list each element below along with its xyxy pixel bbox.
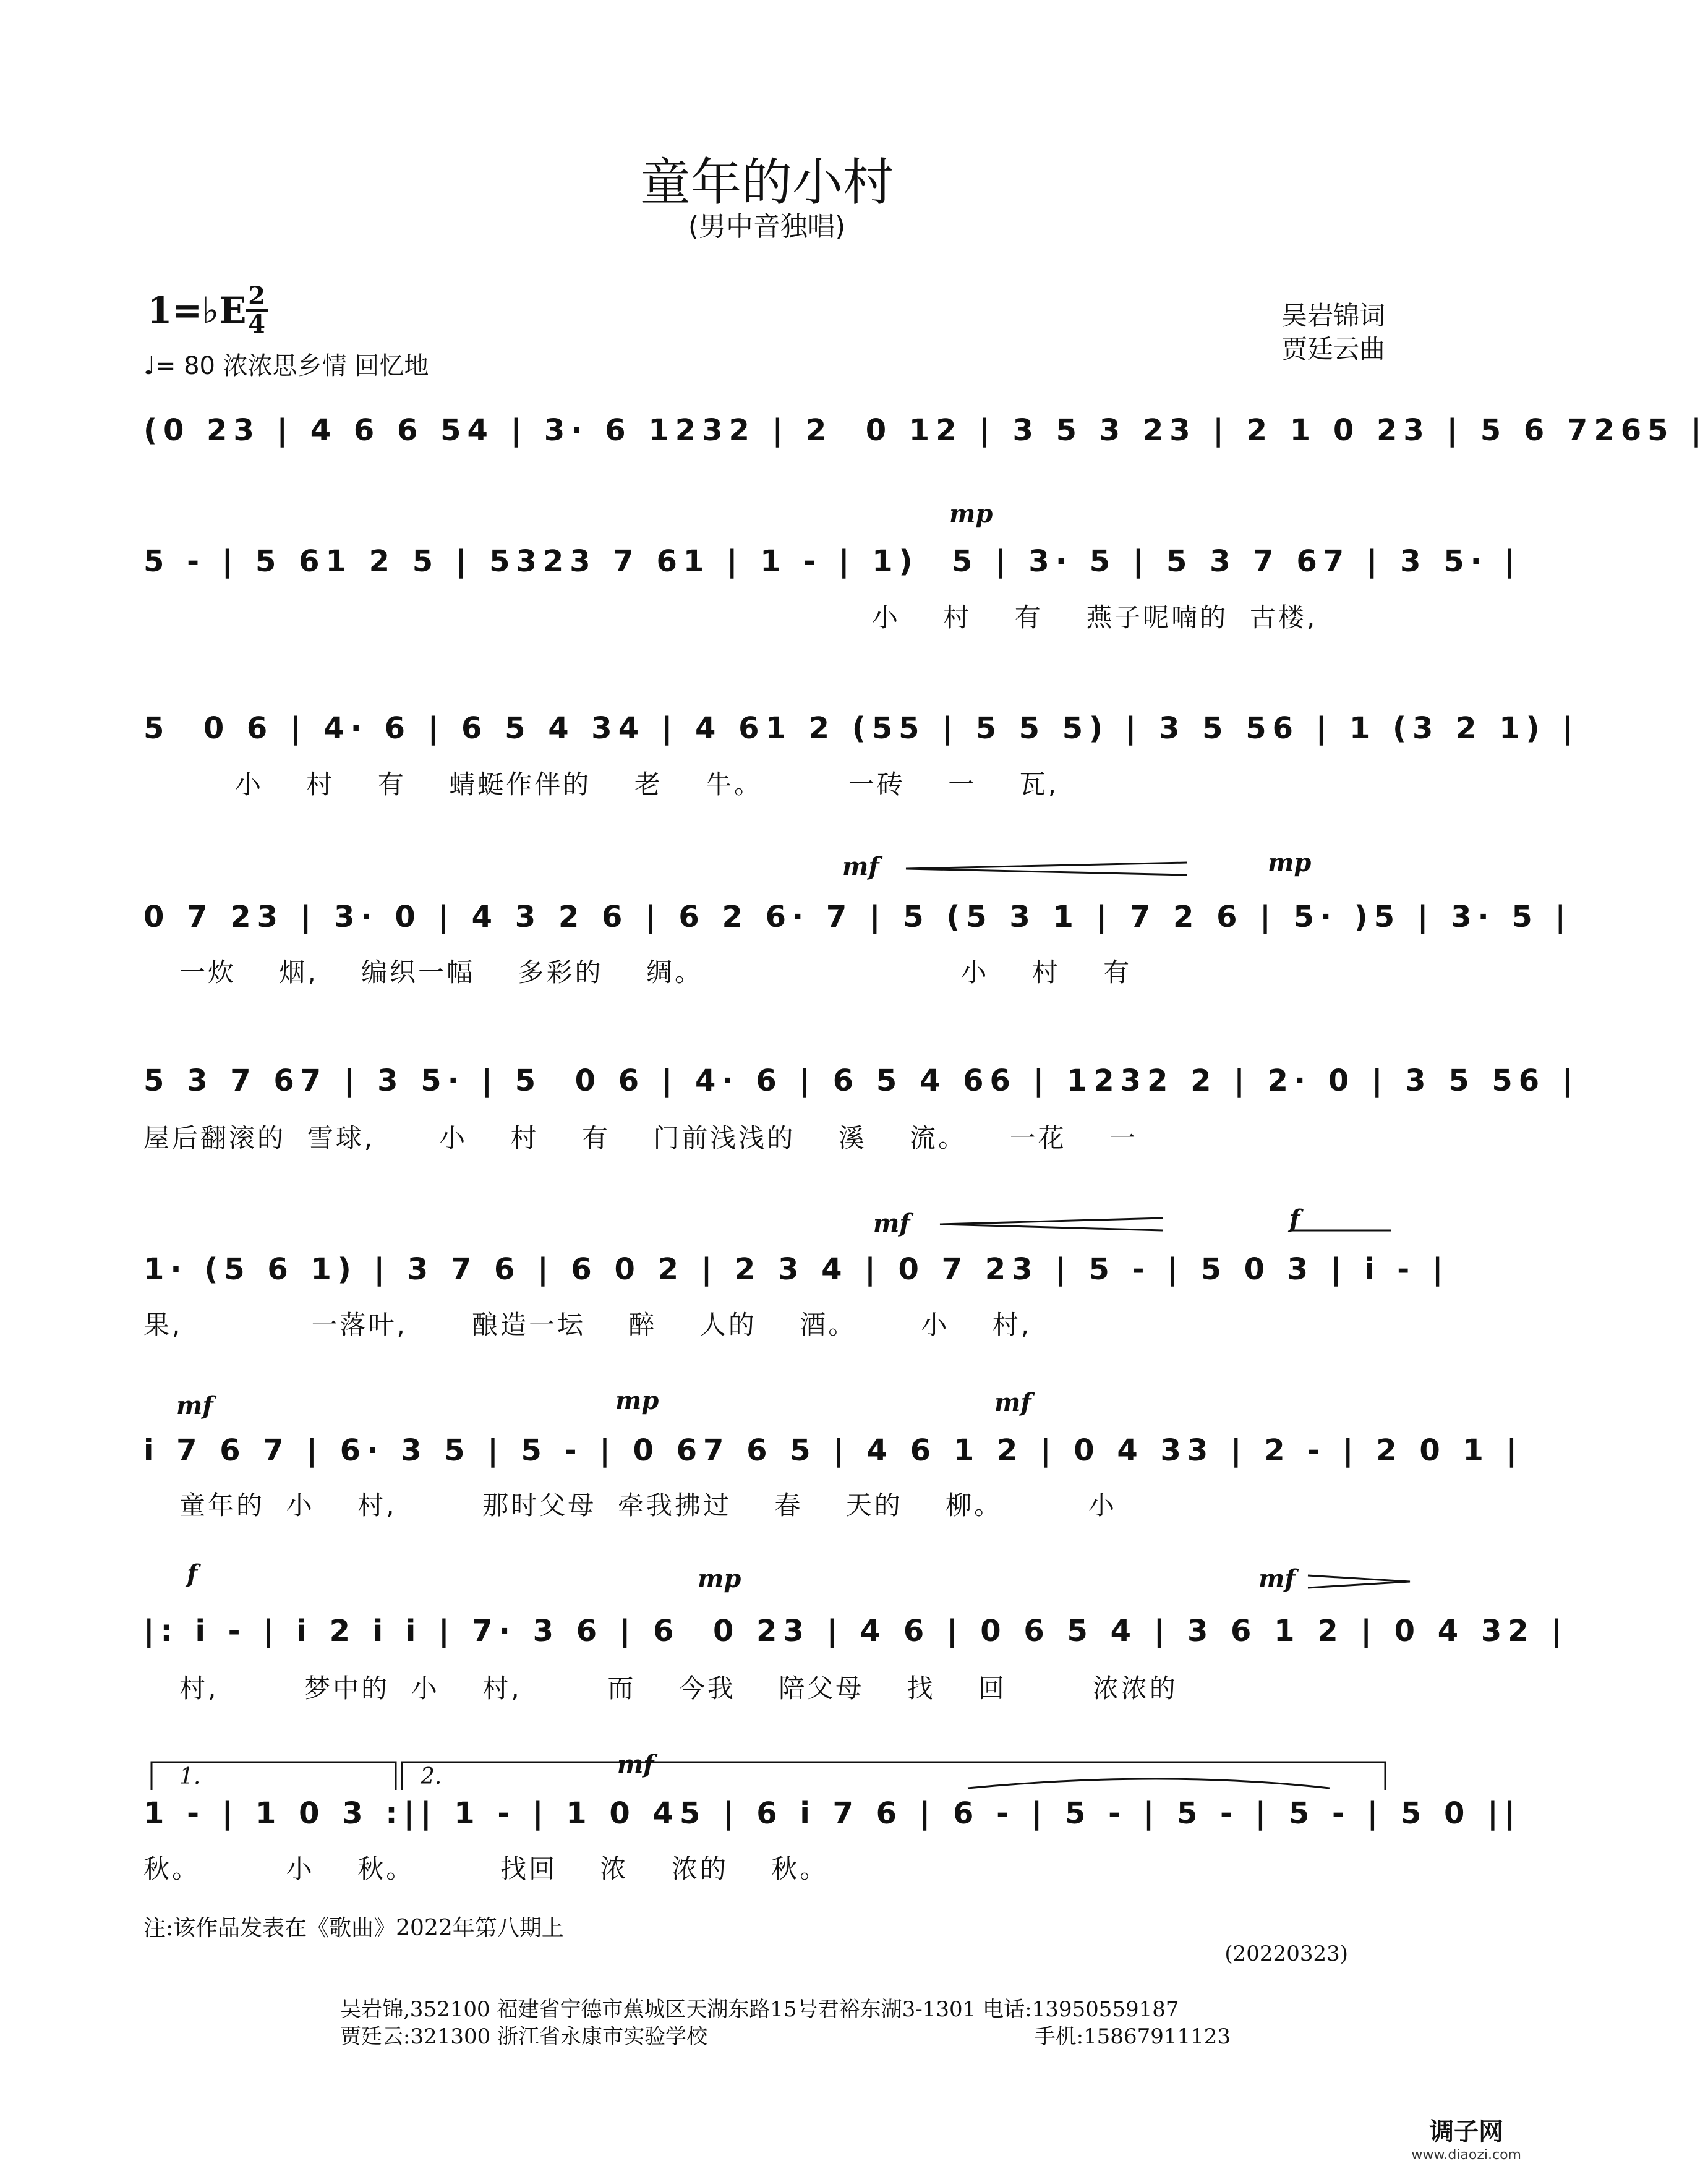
footer-composer-phone: 手机:15867911123 (1034, 2024, 1231, 2049)
dynamic-mf: mf (842, 852, 879, 881)
system-7-lyrics: 童年的 小 村, 那时父母 牵我拂过 春 天的 柳。 小 (179, 1490, 1117, 1520)
volta-second-bracket (402, 1762, 1385, 1790)
dynamic-mp: mp (949, 500, 993, 529)
system-6-notes: 1· (5 6 1) | 3 7 6 | 6 0 2 | 2 3 4 | 0 7 23 | 5 - | 5 0 3 | i - | (143, 1252, 1450, 1287)
dynamic-f: f (1289, 1204, 1300, 1234)
dynamic-f: f (187, 1559, 198, 1588)
volta-first-bracket (152, 1762, 396, 1790)
time-signature-top: 2 (248, 281, 265, 310)
system-6-lyrics: 果, 一落叶, 酿造一坛 醉 人的 酒。 小 村, (143, 1310, 1032, 1340)
dynamic-mf: mf (617, 1750, 654, 1779)
footer-contact-composer: 贾廷云:321300 浙江省永康市实验学校 (340, 2024, 708, 2049)
system-4-notes: 0 7 23 | 3· 0 | 4 3 2 6 | 6 2 6· 7 | 5 (5 3 1 | 7 2 6 | 5· )5 | 3· 5 | (143, 900, 1573, 934)
publication-note: 注:该作品发表在《歌曲》2022年第八期上 (143, 1915, 564, 1941)
system-8-notes: |: i - | i 2 i i | 7· 3 6 | 6 0 23 | 4 6 | 0 6 5 4 | 3 6 1 2 | 0 4 32 | (143, 1614, 1568, 1648)
watermark (1411, 2112, 1521, 2163)
system-3-lyrics: 小 村 有 蜻蜓作伴的 老 牛。 一砖 一 瓦, (235, 769, 1059, 799)
page-title: 童年的小村 (639, 153, 894, 212)
dynamic-mf: mf (994, 1388, 1031, 1417)
time-signature-bottom: 4 (248, 310, 265, 339)
dynamic-mf: mf (873, 1209, 910, 1238)
composition-date: (20220323) (1224, 1941, 1348, 1966)
system-3-notes: 5 0 6 | 4· 6 | 6 5 4 34 | 4 61 2 (55 | 5 5 5) | 3 5 56 | 1 (3 2 1) | (143, 711, 1579, 746)
system-2-lyrics: 小 村 有 燕子呢喃的 古楼, (872, 602, 1318, 633)
key-signature: 1=♭E (147, 289, 247, 331)
volta-second-label: 2. (421, 1764, 442, 1789)
volta-first-label: 1. (179, 1764, 201, 1789)
system-4-lyrics: 一炊 烟, 编织一幅 多彩的 绸。 小 村 有 (179, 957, 1132, 987)
system-7-notes: i 7 6 7 | 6· 3 5 | 5 - | 0 67 6 5 | 4 6 1 2 | 0 4 33 | 2 - | 2 0 1 | (143, 1433, 1524, 1468)
dynamic-mp: mp (698, 1564, 741, 1593)
system-2-notes: 5 - | 5 61 2 5 | 5323 7 61 | 1 - | 1) 5 | 3· 5 | 5 3 7 67 | 3 5· | (143, 544, 1522, 579)
tie-arc (968, 1779, 1330, 1788)
system-9-notes: 1 - | 1 0 3 :|| 1 - | 1 0 45 | 6 i 7 6 | 6 - | 5 - | 5 - | 5 - | 5 0 || (143, 1796, 1522, 1831)
system-8-lyrics: 村, 梦中的 小 村, 而 今我 陪父母 找 回 浓浓的 (179, 1673, 1178, 1703)
hairpin-crescendo (940, 1218, 1163, 1230)
system-9-lyrics: 秋。 小 秋。 找回 浓 浓的 秋。 (143, 1854, 829, 1884)
footer-contact-lyricist: 吴岩锦,352100 福建省宁德市蕉城区天湖东路15号君裕东湖3-1301 电话:13950559187 (340, 1997, 1179, 2022)
hairpin-decrescendo (1308, 1575, 1410, 1588)
watermark-url: www.diaozi.com (1411, 2147, 1521, 2163)
system-1-notes: (0 23 | 4 6 6 54 | 3· 6 1232 | 2 0 12 | 3 5 3 23 | 2 1 0 23 | 5 6 7265 | (143, 413, 1708, 448)
system-5-notes: 5 3 7 67 | 3 5· | 5 0 6 | 4· 6 | 6 5 4 66 | 1232 2 | 2· 0 | 3 5 56 | (143, 1063, 1579, 1098)
composer-credit: 贾廷云曲 (1281, 334, 1385, 364)
page-subtitle: (男中音独唱) (688, 211, 846, 242)
tempo-marking: ♩= 80 浓浓思乡情 回忆地 (143, 352, 429, 380)
lyricist-credit: 吴岩锦词 (1281, 300, 1385, 331)
hairpin-crescendo (906, 863, 1187, 875)
dynamic-mp: mp (615, 1386, 659, 1415)
system-5-lyrics: 屋后翻滚的 雪球, 小 村 有 门前浅浅的 溪 流。 一花 一 (143, 1123, 1138, 1153)
dynamic-mf: mf (1258, 1564, 1296, 1593)
dynamic-mp: mp (1268, 848, 1312, 877)
watermark-name: 调子网 (1429, 2118, 1504, 2146)
dynamic-mf: mf (176, 1391, 213, 1420)
